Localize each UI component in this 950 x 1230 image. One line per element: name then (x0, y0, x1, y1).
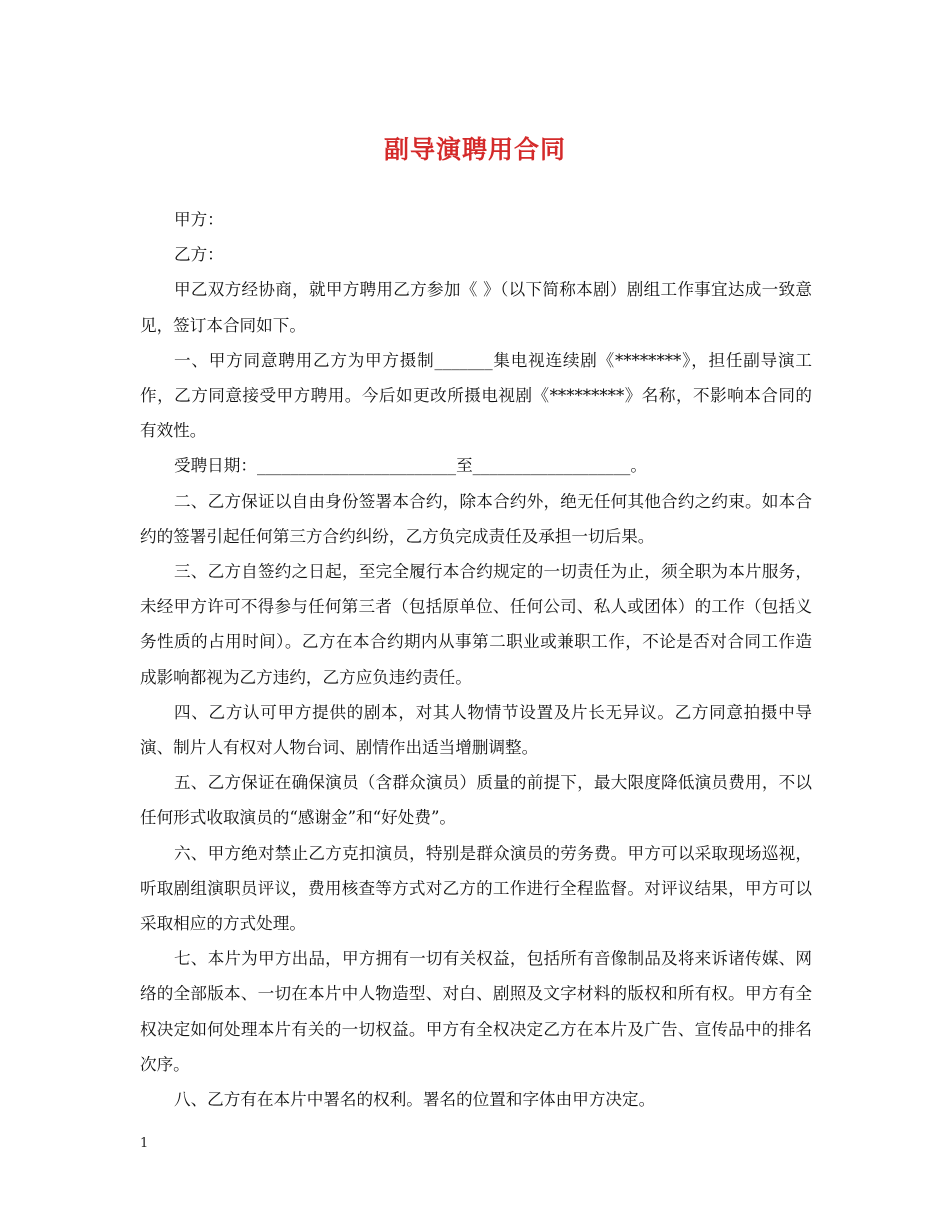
document-title: 副导演聘用合同 (383, 135, 566, 164)
clause-1-paragraph: 一、甲方同意聘用乙方为甲方摄制_______集电视连续剧《********》，担任副导演工作，乙方同意接受甲方聘用。今后如更改所摄电视剧《*********》名称，不影响本合同的有效性。 (140, 350, 812, 441)
contract-body (140, 202, 812, 1117)
clause-3-paragraph: 三、乙方自签约之日起，至完全履行本合约规定的一切责任为止，须全职为本片服务，未经甲方许可不得参与任何第三者（包括原单位、任何公司、私人或团体）的工作（包括义务性质的占用时间）。乙方在本合约期内从事第二职业或兼职工作，不论是否对合同工作造成影响都视为乙方违约，乙方应负违约责任。 (140, 562, 812, 687)
clause-5-paragraph: 五、乙方保证在确保演员（含群众演员）质量的前提下，最大限度降低演员费用，不以任何形式收取演员的“感谢金”和“好处费”。 (140, 773, 812, 828)
clause-2-paragraph: 二、乙方保证以自由身份签署本合约，除本合约外，绝无任何其他合约之约束。如本合约的签署引起任何第三方合约纠纷，乙方负完成责任及承担一切后果。 (140, 491, 812, 546)
party-b-line: 乙方： (174, 245, 224, 265)
party-a-line: 甲方： (174, 210, 224, 229)
preamble-paragraph: 甲乙双方经协商，就甲方聘用乙方参加《 》（以下简称本剧）剧组工作事宜达成一致意见，签订本合同如下。 (140, 280, 812, 335)
clause-6-paragraph: 六、甲方绝对禁止乙方克扣演员，特别是群众演员的劳务费。甲方可以采取现场巡视，听取剧组演职员评议，费用核查等方式对乙方的工作进行全程监督。对评议结果，甲方可以采取相应的方式处理。 (140, 843, 812, 934)
page-number: 1 (140, 1136, 149, 1151)
clause-7-paragraph: 七、本片为甲方出品，甲方拥有一切有关权益，包括所有音像制品及将来诉诸传媒、网络的全部版本、一切在本片中人物造型、对白、剧照及文字材料的版权和所有权。甲方有全权决定如何处理本片有关的一切权益。甲方有全权决定乙方在本片及广告、宣传品中的排名次序。 (140, 949, 812, 1074)
employment-dates-line: 受聘日期：________________________至___________________。 (174, 456, 647, 476)
clause-4-paragraph: 四、乙方认可甲方提供的剧本，对其人物情节设置及片长无异议。乙方同意拍摄中导演、制片人有权对人物台词、剧情作出适当增删调整。 (140, 702, 812, 758)
clause-8-paragraph: 八、乙方有在本片中署名的权利。署名的位置和字体由甲方决定。 (174, 1090, 656, 1110)
